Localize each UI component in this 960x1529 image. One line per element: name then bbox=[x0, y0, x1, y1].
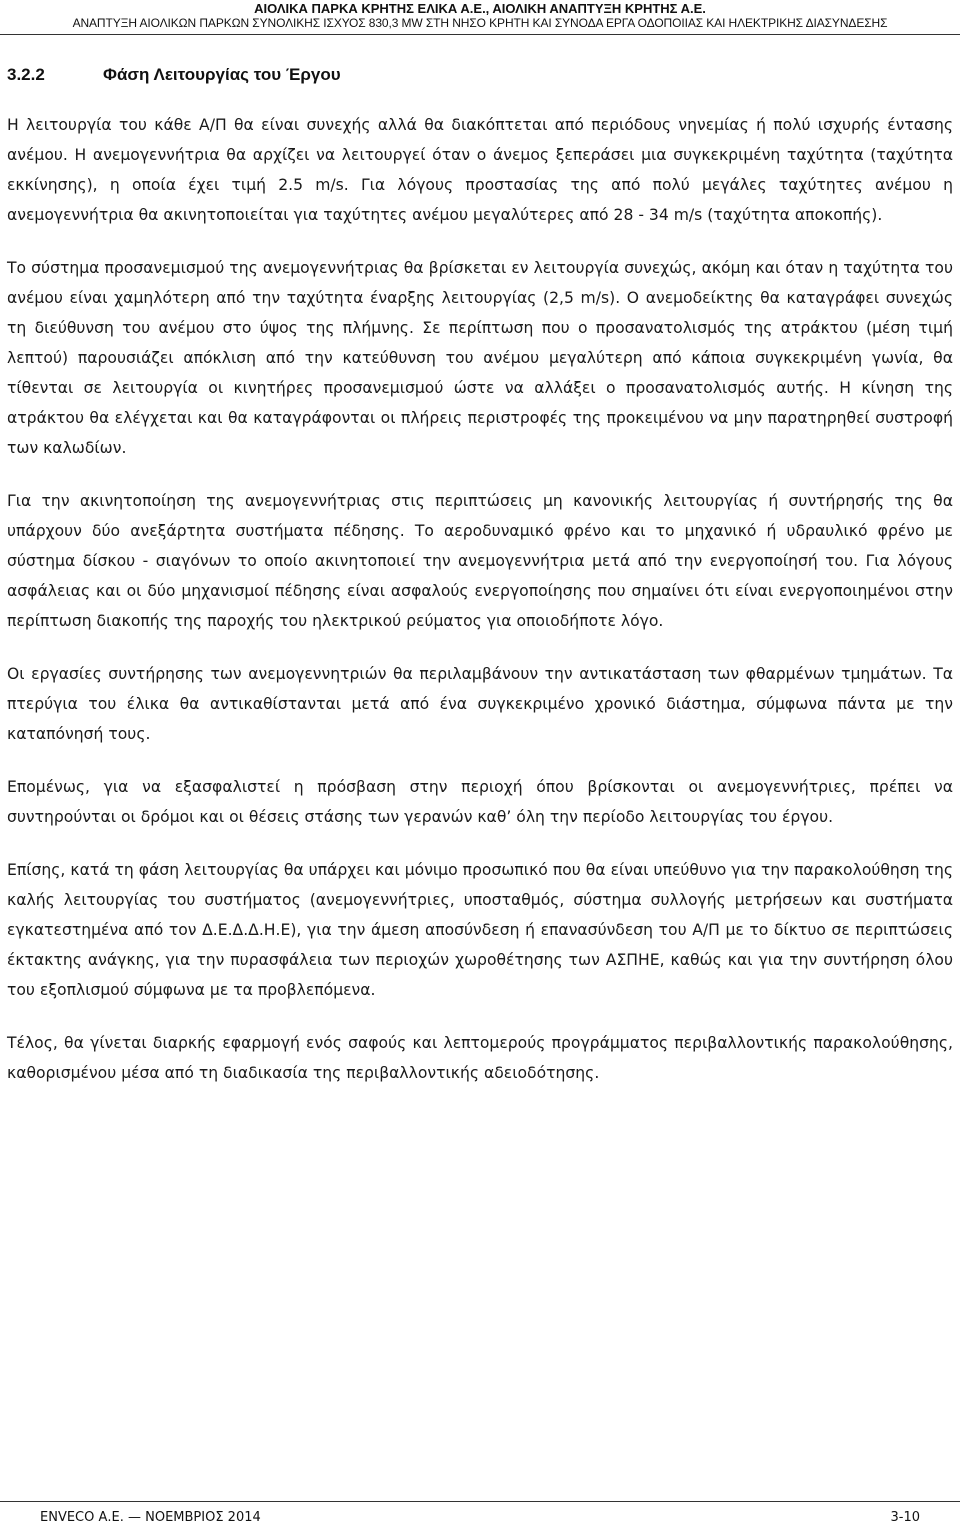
section-heading bbox=[7, 64, 341, 86]
section-number: 3.2.2 bbox=[7, 65, 45, 84]
paragraph: Τέλος, θα γίνεται διαρκής εφαρμογή ενός σαφούς και λεπτομερούς προγράμματος περιβαλλοντικής παρακολούθησης, καθορισμένου μέσα από τη διαδικασία της περιβαλλοντικής αδειοδότησης. bbox=[7, 1034, 953, 1082]
paragraph: Η λειτουργία του κάθε Α/Π θα είναι συνεχής αλλά θα διακόπτεται από περιόδους νηνεμίας ή πολύ ισχυρής έντασης ανέμου. Η ανεμογεννήτρια θα αρχίζει να λειτουργεί όταν ο άνεμος ξεπεράσει μια συγκεκριμένη ταχύτητα (ταχύτητα εκκίνησης), η οποία έχει τιμή 2.5 m/s. Για λόγους προστασίας της από πολύ μεγάλες ταχύτητες ανέμου η ανεμογεννήτρια θα ακινητοποιείται για ταχύτητες ανέμου μεγαλύτερες από 28 - 34 m/s (ταχύτητα αποκοπής). bbox=[7, 116, 953, 224]
section-title: Φάση Λειτουργίας του Έργου bbox=[103, 65, 341, 84]
footer-divider bbox=[0, 1501, 960, 1502]
page-number: 3-10 bbox=[890, 1510, 920, 1525]
page-header bbox=[0, 0, 960, 31]
paragraph: Το σύστημα προσανεμισμού της ανεμογεννήτριας θα βρίσκεται εν λειτουργία συνεχώς, ακόμη και όταν η ταχύτητα του ανέμου είναι χαμηλότερη από την ταχύτητα έναρξης λειτουργίας (2,5 m/s). Ο ανεμοδείκτης θα καταγράφει συνεχώς τη διεύθυνση του ανέμου στο ύψος της πλήμνης. Σε περίπτωση που ο προσανατολισμός της ατράκτου (μέση τιμή λεπτού) παρουσιάζει απόκλιση από την κατεύθυνση του ανέμου μεγαλύτερη από κάποια συγκεκριμένη γωνία, θα τίθενται σε λειτουργία οι κινητήρες προσανεμισμού ώστε να αλλάξει ο προσανατολισμός αυτής. Η κίνηση της ατράκτου θα ελέγχεται και θα καταγράφονται οι πλήρεις περιστροφές της προκειμένου να μην παρατηρηθεί συστροφή των καλωδίων. bbox=[7, 259, 953, 457]
paragraph: Επομένως, για να εξασφαλιστεί η πρόσβαση στην περιοχή όπου βρίσκονται οι ανεμογεννήτριες, πρέπει να συντηρούνται οι δρόμοι και οι θέσεις στάσης των γερανών καθ’ όλη την περίοδο λειτουργίας του έργου. bbox=[7, 778, 953, 826]
paragraph: Επίσης, κατά τη φάση λειτουργίας θα υπάρχει και μόνιμο προσωπικό που θα είναι υπεύθυνο για την παρακολούθηση της καλής λειτουργίας του συστήματος (ανεμογεννήτριες, υποσταθμός, σύστημα συλλογής μετρήσεων και συστήματα εγκατεστημένα από τον Δ.Ε.Δ.Δ.Η.Ε), για την άμεση αποσύνδεση ή επανασύνδεση του Α/Π με το δίκτυο σε περιπτώσεις έκτακτης ανάγκης, για την πυρασφάλεια των περιοχών χωροθέτησης των ΑΣΠΗΕ, καθώς και για την συντήρηση όλου του εξοπλισμού σύμφωνα με τα προβλεπόμενα. bbox=[7, 861, 953, 999]
header-company-line: ΑΙΟΛΙΚΑ ΠΑΡΚΑ ΚΡΗΤΗΣ ΕΛΙΚΑ Α.Ε., ΑΙΟΛΙΚΗ ΑΝΑΠΤΥΞΗ ΚΡΗΤΗΣ Α.Ε. bbox=[254, 1, 706, 16]
footer-publisher: ENVECO Α.Ε. — ΝΟΕΜΒΡΙΟΣ 2014 bbox=[40, 1510, 261, 1525]
header-project-line: ΑΝΑΠΤΥΞΗ ΑΙΟΛΙΚΩΝ ΠΑΡΚΩΝ ΣΥΝΟΛΙΚΗΣ ΙΣΧΥΟΣ 830,3 MW ΣΤΗ ΝΗΣΟ ΚΡΗΤΗ ΚΑΙ ΣΥΝΟΔΑ ΕΡΓΑ ΟΔΟΠΟΙΙΑΣ ΚΑΙ ΗΛΕΚΤΡΙΚΗΣ ΔΙΑΣΥΝΔΕΣΗΣ bbox=[72, 16, 888, 30]
paragraph: Οι εργασίες συντήρησης των ανεμογεννητριών θα περιλαμβάνουν την αντικατάσταση των φθαρμένων τμημάτων. Τα πτερύγια του έλικα θα αντικαθίστανται μετά από ένα συγκεκριμένο χρονικό διάστημα, σύμφωνα πάντα με την καταπόνησή τους. bbox=[7, 665, 953, 743]
paragraph: Για την ακινητοποίηση της ανεμογεννήτριας στις περιπτώσεις μη κανονικής λειτουργίας ή συντήρησής της θα υπάρχουν δύο ανεξάρτητα συστήματα πέδησης. Το αεροδυναμικό φρένο και το μηχανικό ή υδραυλικό φρένο με σύστημα δίσκου - σιαγόνων το οποίο ακινητοποιεί την ανεμογεννήτρια μετά από την ενεργοποίησή του. Για λόγους ασφάλειας και οι δύο μηχανισμοί πέδησης είναι ασφαλούς ενεργοποίησης που σημαίνει ότι είναι ενεργοποιημένοι στην περίπτωση διακοπής της παροχής του ηλεκτρικού ρεύματος για οποιοδήποτε λόγο. bbox=[7, 492, 953, 630]
header-divider bbox=[0, 34, 960, 35]
body-text bbox=[7, 110, 953, 1111]
